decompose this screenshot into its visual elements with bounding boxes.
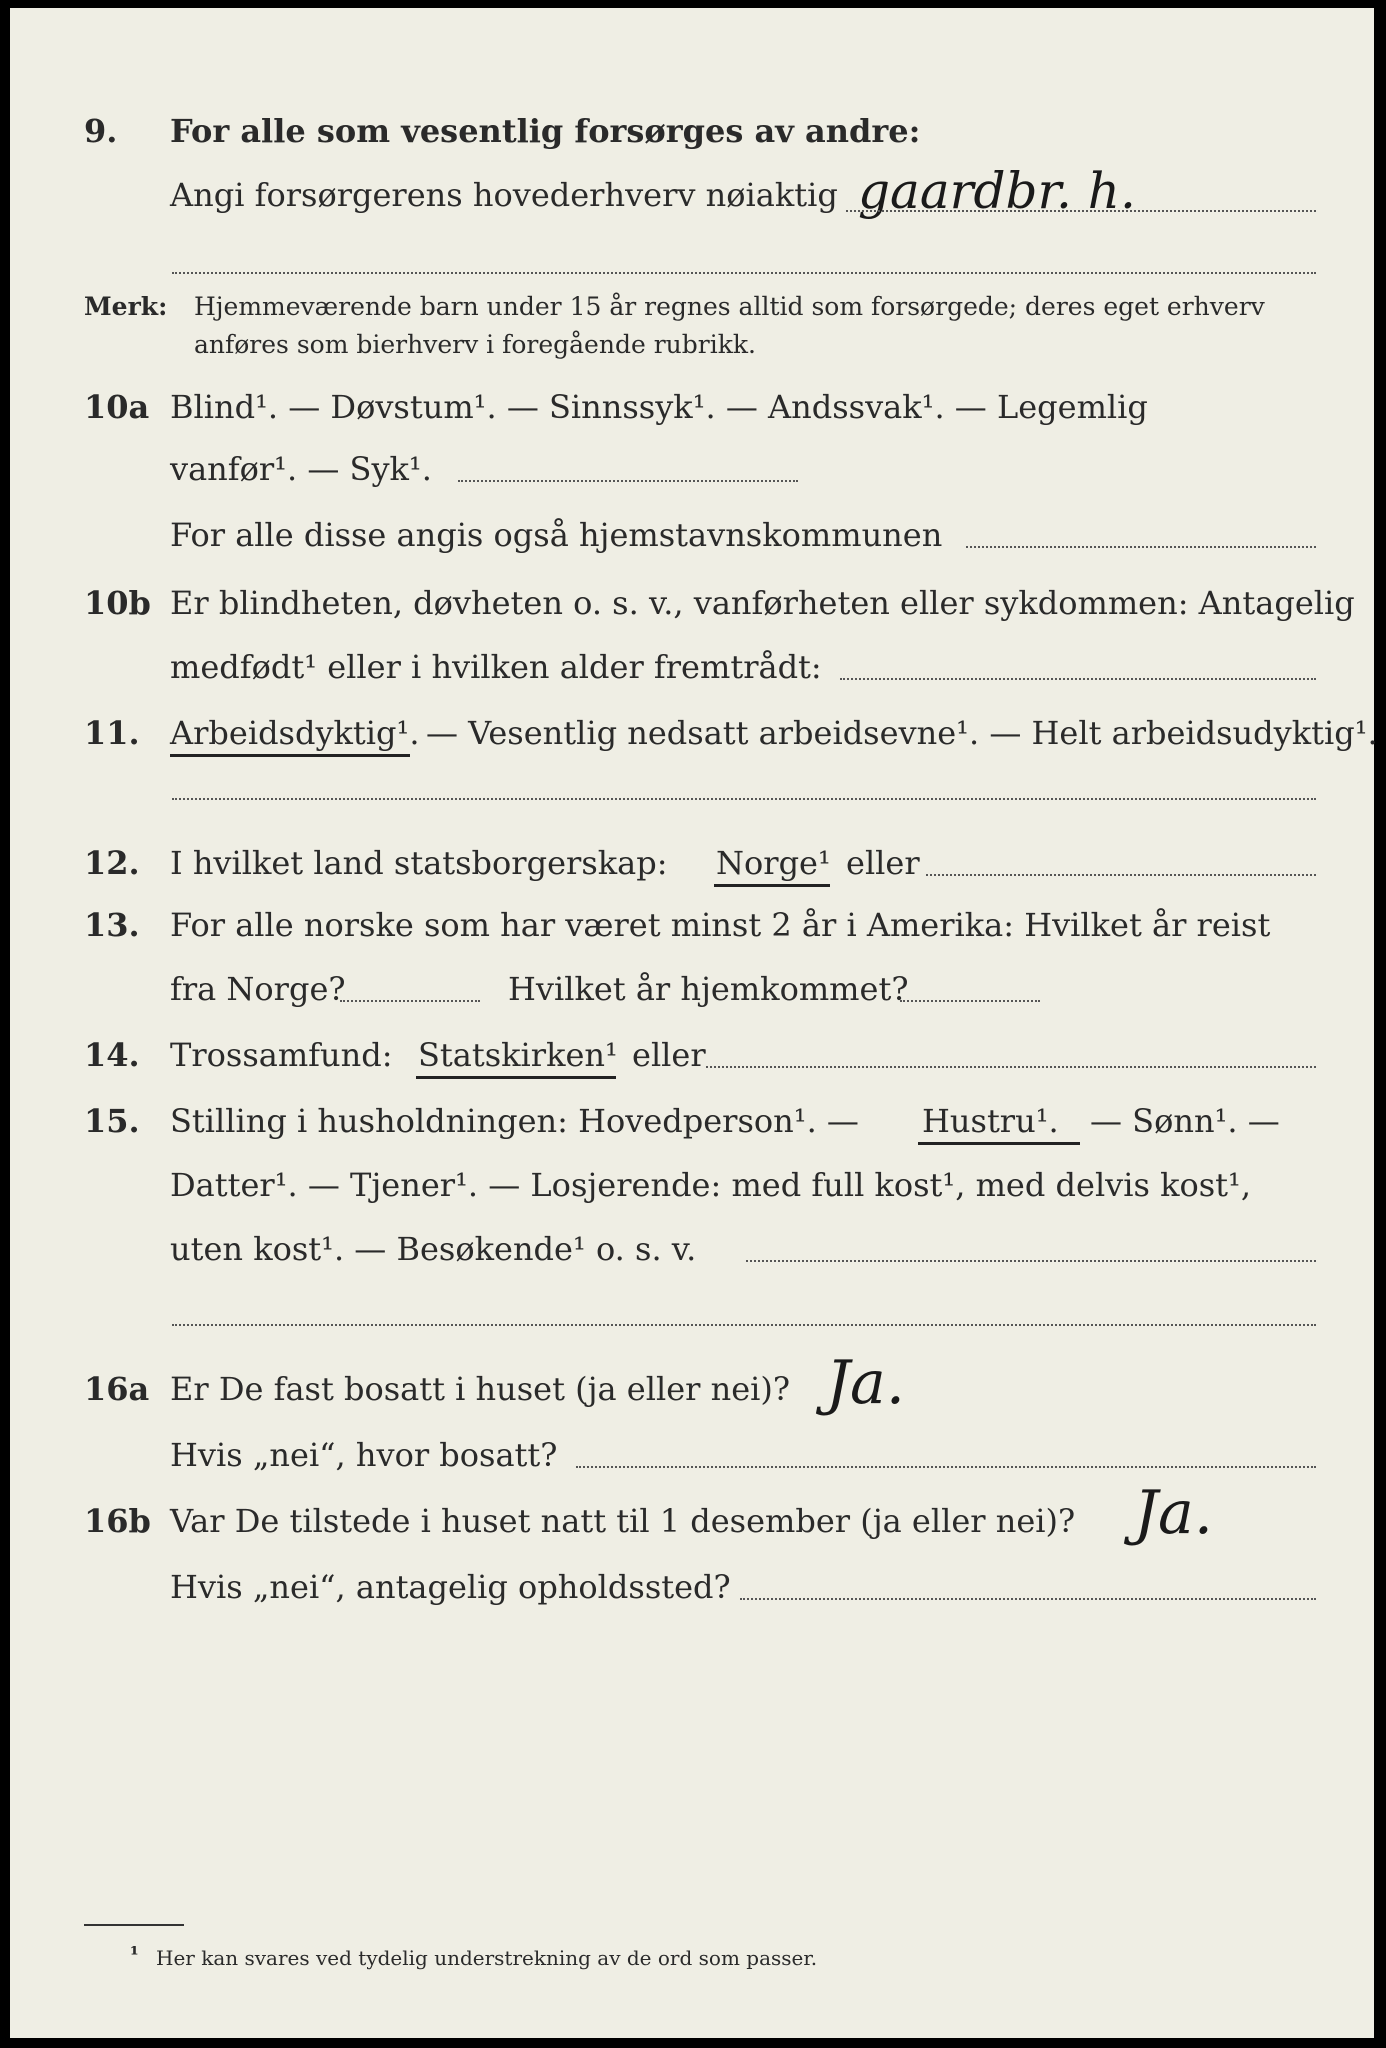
q15-number: 15. <box>84 1102 140 1140</box>
q9-answer-line-2 <box>172 272 1316 274</box>
q9-prompt: Angi forsørgerens hovederhverv nøiaktig <box>170 176 838 214</box>
q10a-line-1: Blind¹. — Døvstum¹. — Sinnssyk¹. — Andssvak¹. — Legemlig <box>170 388 1148 426</box>
merk-line-2: anføres som bierhverv i foregående rubrikk. <box>194 330 756 359</box>
q10b-number: 10b <box>84 584 151 622</box>
q15-answer-line <box>746 1260 1316 1262</box>
q9-handwritten-answer: gaardbr. h. <box>858 162 1136 220</box>
q15-answer-line-2 <box>172 1324 1316 1326</box>
footnote-mark: ¹ <box>130 1942 139 1966</box>
q12-underline <box>714 884 830 887</box>
q16b-handwritten-answer: Ja. <box>1134 1478 1213 1548</box>
q14-option-statskirken: Statskirken¹ <box>418 1036 618 1074</box>
q10b-line-1: Er blindheten, døvheten o. s. v., vanførheten eller sykdommen: Antagelig <box>170 584 1355 622</box>
q16b-answer-line <box>740 1598 1316 1600</box>
q13-hjemkommet-line <box>900 1000 1040 1002</box>
q10a-kommune-line <box>966 546 1316 548</box>
footnote-text: Her kan svares ved tydelig understrekning av de ord som passer. <box>156 1946 818 1970</box>
merk-line-1: Hjemmeværende barn under 15 år regnes alltid som forsørgede; deres eget erhverv <box>194 292 1265 321</box>
q16a-handwritten-answer: Ja. <box>826 1348 905 1418</box>
q16b-line-1: Var De tilstede i huset natt til 1 desember (ja eller nei)? <box>170 1502 1076 1540</box>
q16b-number: 16b <box>84 1502 151 1540</box>
q13-line-1: For alle norske som har været minst 2 år i Amerika: Hvilket år reist <box>170 906 1271 944</box>
q14-underline <box>416 1076 616 1079</box>
q15-option-hustru: Hustru¹. <box>922 1102 1059 1140</box>
q14-prompt: Trossamfund: <box>170 1036 393 1074</box>
q15-line-1b: — Sønn¹. — <box>1090 1102 1280 1140</box>
q14-eller: eller <box>632 1036 706 1074</box>
q12-option-norge: Norge¹ <box>716 844 831 882</box>
q12-number: 12. <box>84 844 140 882</box>
q9-answer-line <box>846 210 1316 212</box>
q14-answer-line <box>706 1066 1316 1068</box>
q16a-answer-line <box>576 1466 1316 1468</box>
q16b-line-2: Hvis „nei“, antagelig opholdssted? <box>170 1568 731 1606</box>
q15-underline <box>918 1142 1080 1145</box>
q14-number: 14. <box>84 1036 140 1074</box>
q13-number: 13. <box>84 906 140 944</box>
q12-prompt: I hvilket land statsborgerskap: <box>170 844 668 882</box>
q10a-number: 10a <box>84 388 150 426</box>
q10a-line-3: For alle disse angis også hjemstavnskommunen <box>170 516 943 554</box>
q11-number: 11. <box>84 714 140 752</box>
q12-answer-line <box>926 874 1316 876</box>
q16a-line-1: Er De fast bosatt i huset (ja eller nei)? <box>170 1370 791 1408</box>
q12-eller: eller <box>846 844 920 882</box>
q9-number: 9. <box>84 112 118 150</box>
q10b-line-2: medfødt¹ eller i hvilken alder fremtrådt: <box>170 648 822 686</box>
q15-line-2: Datter¹. — Tjener¹. — Losjerende: med full kost¹, med delvis kost¹, <box>170 1166 1252 1204</box>
q10a-syk-line <box>458 480 798 482</box>
merk-label: Merk: <box>84 292 168 321</box>
q11-rest: — Vesentlig nedsatt arbeidsevne¹. — Helt arbeidsudyktig¹. <box>426 714 1378 752</box>
q9-heading: For alle som vesentlig forsørges av andre: <box>170 112 921 150</box>
q13-fra-norge: fra Norge? <box>170 970 346 1008</box>
q15-line-1a: Stilling i husholdningen: Hovedperson¹. — <box>170 1102 859 1140</box>
footnote-rule <box>84 1924 184 1926</box>
q15-line-3: uten kost¹. — Besøkende¹ o. s. v. <box>170 1230 697 1268</box>
q11-underline <box>170 754 410 757</box>
q10b-answer-line <box>840 678 1316 680</box>
q10a-line-2: vanfør¹. — Syk¹. <box>170 450 432 488</box>
census-form-page <box>10 8 1378 2038</box>
q13-hjemkommet: Hvilket år hjemkommet? <box>508 970 909 1008</box>
q11-answer-line <box>172 798 1316 800</box>
q16a-line-2: Hvis „nei“, hvor bosatt? <box>170 1436 558 1474</box>
q13-reist-line <box>340 1000 480 1002</box>
q11-option-arbeidsdyktig: Arbeidsdyktig¹. <box>170 714 420 752</box>
q16a-number: 16a <box>84 1370 150 1408</box>
